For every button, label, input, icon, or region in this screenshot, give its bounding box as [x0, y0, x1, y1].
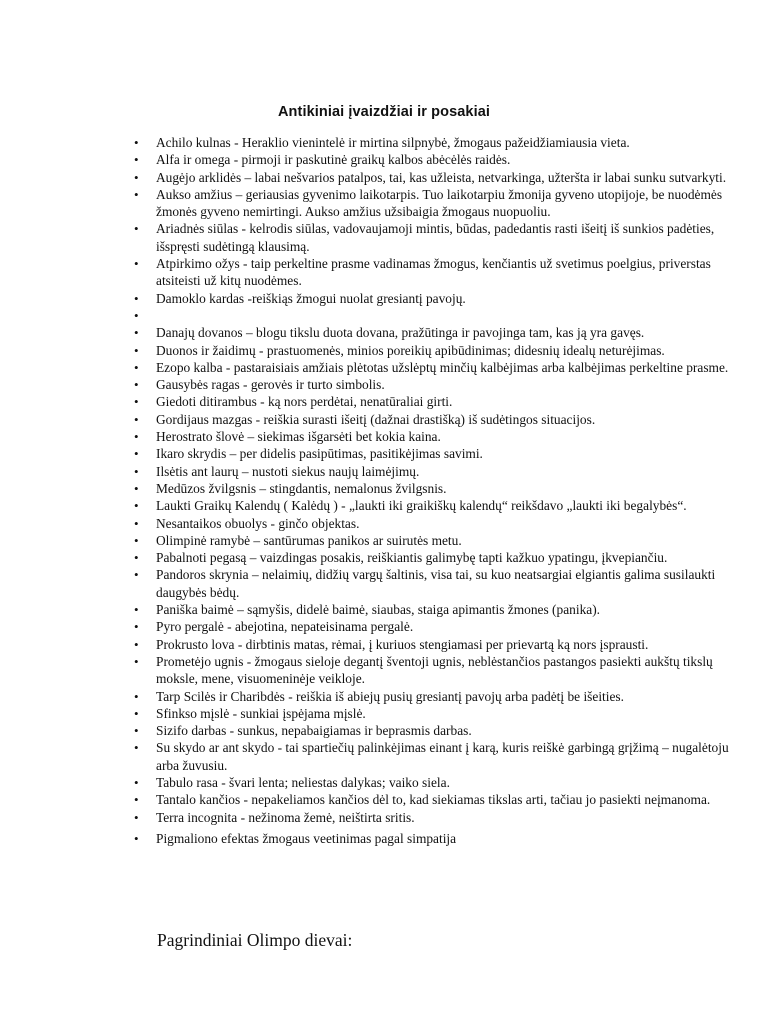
list-item — [134, 393, 736, 410]
bullet-icon: • — [134, 809, 139, 825]
bullet-icon: • — [134, 830, 139, 846]
list-item — [134, 830, 736, 847]
list-item — [134, 791, 736, 808]
list-item-text: Ikaro skrydis – per didelis pasipūtimas, pasitikėjimas savimi. — [156, 446, 483, 462]
list-item — [134, 307, 736, 324]
bullet-icon: • — [134, 774, 139, 790]
bullet-icon: • — [134, 221, 139, 237]
list-item — [134, 566, 736, 601]
bullet-icon: • — [134, 325, 139, 341]
section-heading: Pagrindiniai Olimpo dievai: — [157, 930, 353, 950]
list-item — [134, 428, 736, 445]
list-item-text: Aukso amžius – geriausias gyvenimo laikotarpis. Tuo laikotarpiu žmonija gyveno utopijoje, be nuodėmės žmonės gyveno nemirtingi. Aukso amžius užsibaigia žmogaus nuopuoliu. — [156, 186, 723, 220]
list-item — [134, 290, 736, 307]
list-item — [134, 463, 736, 480]
list-item — [134, 532, 736, 549]
list-item-text: Paniška baimė – sąmyšis, didelė baimė, siaubas, staiga apimantis žmones (panika). — [156, 602, 601, 618]
list-item — [134, 515, 736, 532]
bullet-icon: • — [134, 515, 139, 531]
list-item-text: Augėjo arklidės – labai nešvarios patalpos, tai, kas užleista, netvarkinga, užteršta ir labai sunku sutvarkyti. — [156, 169, 727, 185]
document-title: Antikiniai įvaizdžiai ir posakiai — [277, 104, 490, 120]
list-item — [134, 324, 736, 341]
bullet-icon: • — [134, 446, 139, 462]
list-item — [134, 255, 736, 290]
list-item — [134, 186, 736, 221]
list-item-text: Ezopo kalba - pastaraisiais amžiais plėtotas užslėptų minčių kalbėjimas arba kalbėjimas perkeltine prasme. — [156, 359, 729, 375]
list-item-text: Sfinkso mįslė - sunkiai įspėjama mįslė. — [156, 705, 366, 721]
list-item — [134, 359, 736, 376]
list-item-text: Pyro pergalė - abejotina, nepateisinama pergalė. — [156, 619, 414, 635]
bullet-icon: • — [134, 550, 139, 566]
list-item-text: Ilsėtis ant laurų – nustoti siekus naujų laimėjimų. — [156, 463, 420, 479]
list-item-text: Olimpinė ramybė – santūrumas panikos ar suirutės metu. — [156, 532, 462, 548]
list-item — [134, 151, 736, 168]
bullet-icon: • — [134, 342, 139, 358]
phrases-list — [134, 134, 736, 847]
list-item — [134, 342, 736, 359]
list-item — [134, 411, 736, 428]
list-item-text: Herostrato šlovė – siekimas išgarsėti bet kokia kaina. — [156, 429, 441, 445]
list-item — [134, 601, 736, 618]
bullet-icon: • — [134, 152, 139, 168]
list-item-text: Achilo kulnas - Heraklio vienintelė ir mirtina silpnybė, žmogaus pažeidžiamiausia vieta. — [156, 135, 630, 150]
bullet-icon: • — [134, 653, 139, 669]
list-item — [134, 169, 736, 186]
list-item — [134, 376, 736, 393]
list-item — [134, 722, 736, 739]
bullet-icon: • — [134, 602, 139, 618]
list-item-text: Sizifo darbas - sunkus, nepabaigiamas ir beprasmis darbas. — [156, 723, 472, 739]
list-item-text: Danajų dovanos – blogu tikslu duota dovana, pražūtinga ir pavojinga tam, kas ją yra gavęs. — [156, 325, 645, 341]
list-item-text: Pigmaliono efektas žmogaus veetinimas pagal simpatija — [156, 830, 457, 846]
bullet-icon: • — [134, 532, 139, 548]
list-item-text: Tarp Scilės ir Charibdės - reiškia iš abiejų pusių gresiantį pavojų arba padėtį be išeities. — [156, 688, 624, 704]
bullet-icon: • — [134, 688, 139, 704]
bullet-icon: • — [134, 463, 139, 479]
list-item-text: Alfa ir omega - pirmoji ir paskutinė graikų kalbos abėcėlės raidės. — [156, 152, 511, 168]
bullet-icon: • — [134, 429, 139, 445]
list-item-text: Prometėjo ugnis - žmogaus sieloje degantį šventoji ugnis, neblėstančios pastangos pasiekti aukštų tikslų moksle, mene, visuomeninėje veikloje. — [156, 653, 713, 687]
bullet-icon: • — [134, 480, 139, 496]
list-item — [134, 445, 736, 462]
bullet-icon: • — [134, 636, 139, 652]
bullet-icon: • — [134, 169, 139, 185]
list-item-text: Gausybės ragas - gerovės ir turto simbolis. — [156, 377, 385, 393]
bullet-icon: • — [134, 723, 139, 739]
list-item — [134, 220, 736, 255]
bullet-icon: • — [134, 411, 139, 427]
list-item-text: Medūzos žvilgsnis – stingdantis, nemalonus žvilgsnis. — [156, 480, 447, 496]
list-item-text: Nesantaikos obuolys - ginčo objektas. — [156, 515, 360, 531]
bullet-icon: • — [134, 135, 139, 150]
bullet-icon: • — [134, 186, 139, 202]
list-item-text: Giedoti ditirambus - ką nors perdėtai, nenatūraliai girti. — [156, 394, 453, 410]
list-item-text: Laukti Graikų Kalendų ( Kalėdų ) - „laukti iki graikiškų kalendų“ reikšdavo „laukti iki begalybės“. — [156, 498, 687, 514]
bullet-icon: • — [134, 256, 139, 272]
list-item-text: Tantalo kančios - nepakeliamos kančios dėl to, kad siekiamas tikslas arti, tačiau jo pasiekti neįmanoma. — [156, 792, 711, 808]
bullet-icon: • — [134, 359, 139, 375]
bullet-icon: • — [134, 619, 139, 635]
bullet-icon: • — [134, 740, 139, 756]
list-item — [134, 134, 736, 151]
list-item-text: Atpirkimo ožys - taip perkeltine prasme vadinamas žmogus, kenčiantis už svetimus poelgius, priverstas atsiteisti už kitų nuodėmes. — [156, 256, 711, 289]
list-item — [134, 774, 736, 791]
list-item-text: Gordijaus mazgas - reiškia surasti išeitį (dažnai drastišką) iš sudėtingos situacijos. — [156, 411, 596, 427]
list-item-text: Prokrusto lova - dirbtinis matas, rėmai, į kuriuos stengiamasi per prievartą ką nors įsprausti. — [156, 636, 649, 652]
list-item-text: Tabulo rasa - švari lenta; neliestas dalykas; vaiko siela. — [156, 774, 450, 790]
bullet-icon: • — [134, 705, 139, 721]
list-item — [134, 618, 736, 635]
bullet-icon: • — [134, 792, 139, 808]
list-item-text: Duonos ir žaidimų - prastuomenės, minios poreikių apibūdinimas; didesnių idealų neturėjimas. — [156, 342, 665, 358]
list-item — [134, 497, 736, 514]
list-item — [134, 480, 736, 497]
list-item — [134, 688, 736, 705]
list-item-text: Ariadnės siūlas - kelrodis siūlas, vadovaujamoji mintis, būdas, padedantis rasti išeitį iš sunkios padėties, išspręsti sudėtingą klausimą. — [156, 221, 715, 254]
list-item — [134, 549, 736, 566]
list-item — [134, 705, 736, 722]
list-item-text: Pandoros skrynia – nelaimių, didžių vargų šaltinis, visa tai, su kuo neatsargiai elgiantis galima susilaukti daugybės bėdų. — [156, 567, 716, 600]
list-item-text: Pabalnoti pegasą – vaizdingas posakis, reiškiantis galimybę tapti kažkuo ypatingu, įkvepiančiu. — [156, 550, 668, 566]
list-item-text: Su skydo ar ant skydo - tai spartiečių palinkėjimas einant į karą, kuris reiškė garbingą grįžimą – nugalėtoju arba žuvusiu. — [156, 740, 729, 773]
bullet-icon: • — [134, 394, 139, 410]
bullet-icon: • — [134, 498, 139, 514]
bullet-icon: • — [134, 377, 139, 393]
list-item — [134, 653, 736, 688]
list-item — [134, 636, 736, 653]
list-item — [134, 809, 736, 826]
bullet-icon: • — [134, 567, 139, 583]
list-item-text: Terra incognita - nežinoma žemė, neištirta sritis. — [156, 809, 415, 825]
list-item-text: Damoklo kardas -reiškiąs žmogui nuolat gresiantį pavojų. — [156, 290, 466, 306]
bullet-icon: • — [134, 307, 139, 323]
bullet-icon: • — [134, 290, 139, 306]
list-item — [134, 739, 736, 774]
